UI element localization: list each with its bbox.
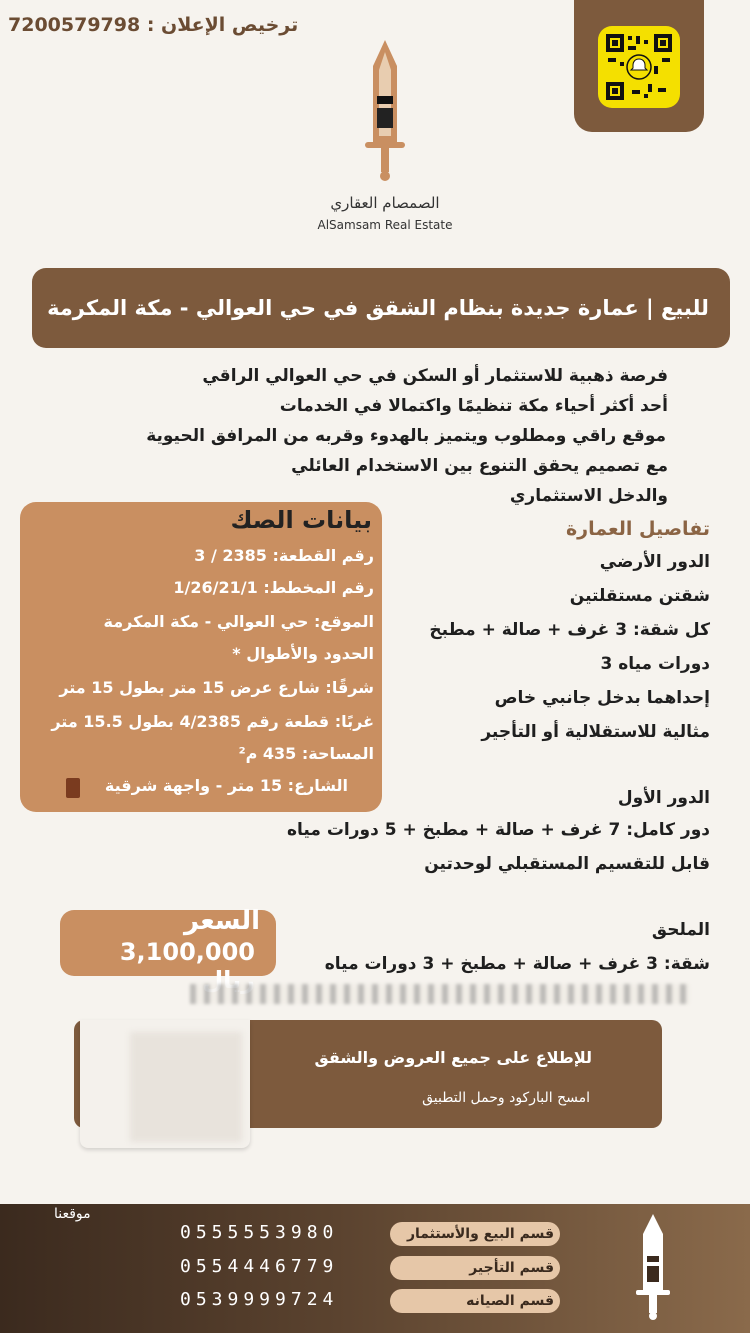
footer-logo (630, 1212, 676, 1322)
deed-line: رقم القطعة: 2385 / 3 (194, 546, 374, 565)
blurred-qr (130, 1032, 242, 1142)
banner-subline: امسح الباركود وحمل التطبيق (422, 1090, 590, 1106)
phone-maintenance[interactable]: 0539999724 (180, 1289, 339, 1310)
description-line: أحد أكثر أحياء مكة تنظيمًا واكتمالا في الخدمات (279, 396, 668, 416)
qr-code-icon (604, 32, 674, 102)
detail-line: دورات مياه 3 (600, 654, 710, 674)
brand-logo (355, 36, 415, 186)
brand-name-arabic: الصمصام العقاري (330, 194, 440, 212)
deed-line: شرقًا: شارع عرض 15 متر بطول 15 متر (59, 678, 374, 697)
deed-line: الحدود والأطوال * (232, 644, 374, 663)
banner-headline: للإطلاع على جميع العروض والشقق (314, 1048, 592, 1067)
blurred-text (190, 984, 690, 1004)
detail-line: الدور الأرضي (599, 552, 710, 572)
description-line: مع تصميم يحقق التنوع بين الاستخدام العائلي (291, 456, 668, 476)
phone-rental[interactable]: 0554446779 (180, 1256, 339, 1277)
price-value: 3,100,000 ريال (119, 938, 255, 994)
detail-line: قابل للتقسيم المستقبلي لوحدتين (424, 854, 710, 874)
detail-line: دور كامل: 7 غرف + صالة + مطبخ + 5 دورات مياه (287, 820, 710, 840)
deed-line: رقم المخطط: 1/26/21/1 (173, 578, 374, 597)
deed-line: غربًا: قطعة رقم 4/2385 بطول 15.5 متر (51, 712, 374, 731)
detail-line: شقتن مستقلتين (569, 586, 710, 606)
details-heading: تفاصيل العمارة (565, 518, 710, 540)
detail-line: الملحق (651, 920, 710, 940)
dept-rental: قسم التأجير (390, 1256, 560, 1280)
ad-license: ترخيص الإعلان : 7200579798 (8, 14, 299, 36)
description-line: فرصة ذهبية للاستثمار أو السكن في حي العوالي الراقي (202, 366, 668, 386)
our-location-link[interactable]: موقعنا (54, 1206, 91, 1222)
listing-title: للبيع | عمارة جديدة بنظام الشقق في حي العوالي - مكة المكرمة (47, 296, 709, 320)
price-label: السعر (184, 906, 260, 936)
detail-line: كل شقة: 3 غرف + صالة + مطبخ (429, 620, 710, 640)
description-line: موقع راقي ومطلوب ويتميز بالهدوء وقربه من المرافق الحيوية (146, 426, 666, 446)
deed-line: الموقع: حي العوالي - مكة المكرمة (103, 612, 374, 631)
phone-sales[interactable]: 0555553980 (180, 1222, 339, 1243)
detail-line: مثالية للاستقلالية أو التأجير (481, 722, 710, 742)
detail-line: إحداهما بدخل جانبي خاص (494, 688, 710, 708)
deed-card-title: بيانات الصك (230, 506, 372, 534)
detail-line: شقة: 3 غرف + صالة + مطبخ + 3 دورات مياه (324, 954, 710, 974)
deed-line: المساحة: 435 م² (238, 744, 374, 763)
description-line: والدخل الاستثماري (509, 486, 668, 506)
qr-code[interactable] (598, 26, 680, 108)
dept-sales: قسم البيع والأستثمار (390, 1222, 560, 1246)
brand-name-english: AlSamsam Real Estate (317, 218, 453, 232)
dept-maintenance: قسم الصيانه (390, 1289, 560, 1313)
door-icon (66, 778, 80, 798)
deed-line: الشارع: 15 متر - واجهة شرقية (104, 776, 348, 795)
detail-line: الدور الأول (617, 788, 710, 808)
